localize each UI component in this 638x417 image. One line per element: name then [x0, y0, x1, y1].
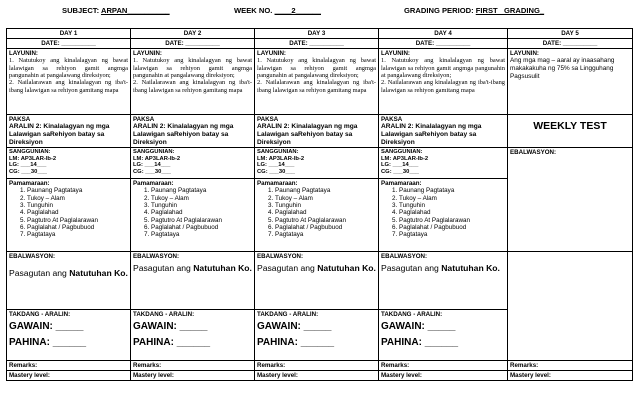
sanggunian-cg: CG: ___30___ [9, 169, 48, 176]
takdang-cell [131, 310, 255, 361]
layunin-cell [255, 49, 379, 115]
weekly-test-title: WEEKLY TEST [533, 120, 607, 133]
takdang-label: TAKDANG - ARALIN: [257, 311, 319, 319]
sanggunian-cell [131, 148, 255, 179]
pamamaraan-cell [131, 179, 255, 252]
remarks-row [7, 361, 633, 371]
paksa-label: PAKSA [381, 116, 403, 124]
subject-label: SUBJECT: [62, 6, 100, 15]
pamamaraan-step: 2. Tukoy – Alam [275, 195, 376, 202]
takdang-cell [7, 310, 131, 361]
pamamaraan-step: 3. Tunguhin [399, 202, 505, 209]
date-cell: DATE: __________ [131, 39, 255, 49]
sanggunian-lg: LG: ___14___ [9, 162, 47, 169]
pamamaraan-list [275, 187, 376, 239]
layunin-label: LAYUNIN: [510, 50, 539, 58]
grading-value: FIRST GRADING_ [475, 6, 545, 15]
sanggunian-label: SANGGUNIAN: [381, 149, 423, 156]
layunin-label: LAYUNIN: [257, 50, 286, 58]
layunin-text-2: 2. Nailalarawan ang kinalalagyan ng iba't-ibang lalawigan sa rehiyon gamitang mapa [133, 79, 252, 94]
ebalwasyon-label: EBALWASYON: [381, 253, 428, 261]
sanggunian-cell [7, 148, 131, 179]
day-header: DAY 4 [379, 29, 508, 39]
pamamaraan-label: Pamamaraan: [133, 180, 174, 188]
paksa-title: ARALIN 2: Kinalalagyan ng mga Lalawigan saRehiyon batay sa Direksiyon [133, 123, 234, 146]
pamamaraan-step: 2. Tukoy – Alam [27, 195, 128, 202]
ebalwasyon-label: EBALWASYON: [257, 253, 304, 261]
layunin-text-2: 2. Nailalarawan ang kinalalagyan ng iba't-ibang lalawigan sa rehiyon gamitang mapa [9, 79, 128, 94]
ebalwasyon-text [9, 268, 128, 278]
pamamaraan-step: 4. Paglalahad [27, 209, 128, 216]
sanggunian-lm: LM: AP3LAR-Ib-2 [9, 155, 57, 162]
sanggunian-label: SANGGUNIAN: [133, 149, 175, 156]
day-header: DAY 1 [7, 29, 131, 39]
ebalwasyon-text [381, 263, 505, 273]
paksa-cell [7, 115, 131, 148]
pamamaraan-step: 6. Paglalahat / Pagbubuod [399, 224, 505, 231]
layunin-label: LAYUNIN: [133, 50, 162, 58]
sanggunian-lm: LM: AP3LAR-Ib-2 [381, 155, 429, 162]
sanggunian-cg: CG: ___30___ [133, 169, 172, 176]
pamamaraan-cell [7, 179, 131, 252]
sanggunian-lg: LG: ___14___ [257, 162, 295, 169]
pamamaraan-step: 6. Paglalahat / Pagbubuod [151, 224, 252, 231]
ebalwasyon-strong: Natutuhan Ko. [193, 263, 252, 274]
mastery-cell: Mastery level: [131, 371, 255, 381]
takdang-label: TAKDANG - ARALIN: [133, 311, 195, 319]
pamamaraan-step: 4. Paglalahad [275, 209, 376, 216]
pamamaraan-step: 3. Tunguhin [151, 202, 252, 209]
ebalwasyon-text [133, 263, 252, 273]
day5-ebalwasyon-cell [508, 148, 633, 252]
paksa-cell [379, 115, 508, 148]
pamamaraan-step: 5. Pagtutro At Paglalarawan [399, 217, 505, 224]
layunin-text-2: 2. Nailalarawan ang kinalalagyan ng iba't-ibang lalawigan sa rehiyon gamitang mapa [381, 79, 505, 94]
ebalwasyon-cell [379, 252, 508, 310]
layunin-label: LAYUNIN: [381, 50, 410, 58]
paksa-title: ARALIN 2: Kinalalagyan ng mga Lalawigan saRehiyon batay sa Direksiyon [257, 123, 358, 146]
mastery-cell: Mastery level: [255, 371, 379, 381]
pamamaraan-list [27, 187, 128, 239]
pamamaraan-step: 5. Pagtutro At Paglalarawan [275, 217, 376, 224]
paksa-title: ARALIN 2: Kinalalagyan ng mga Lalawigan saRehiyon batay sa Direksiyon [9, 123, 110, 146]
day-header: DAY 2 [131, 29, 255, 39]
pamamaraan-step: 3. Tunguhin [27, 202, 128, 209]
pamamaraan-step: 3. Tunguhin [275, 202, 376, 209]
pamamaraan-step: 5. Pagtutro At Paglalarawan [27, 217, 128, 224]
mastery-cell: Mastery level: [7, 371, 131, 381]
pamamaraan-step: 1. Paunang Pagtataya [27, 187, 128, 194]
sanggunian-cell [255, 148, 379, 179]
pamamaraan-step: 2. Tukoy – Alam [151, 195, 252, 202]
takdang-label: TAKDANG - ARALIN: [9, 311, 71, 319]
date-cell: DATE: __________ [379, 39, 508, 49]
takdang-cell [379, 310, 508, 361]
pamamaraan-step: 1. Paunang Pagtataya [275, 187, 376, 194]
date-cell: DATE: __________ [255, 39, 379, 49]
pamamaraan-step: 5. Pagtutro At Paglalarawan [151, 217, 252, 224]
ebalwasyon-strong: Natutuhan Ko. [317, 263, 376, 274]
document-header [0, 6, 638, 20]
remarks-cell: Remarks: [379, 361, 508, 371]
grading-field [404, 6, 544, 15]
day-header: DAY 3 [255, 29, 379, 39]
pamamaraan-cell [379, 179, 508, 252]
week-field [234, 6, 321, 15]
layunin-day5-text: Ang mga mag – aaral ay inaasahang makakakuha ng 75% sa Lingguhang Pagsusulit [510, 57, 615, 81]
ebalwasyon-row [7, 252, 633, 310]
gawain-line: GAWAIN: _____ [9, 321, 84, 333]
pamamaraan-step: 1. Paunang Pagtataya [151, 187, 252, 194]
takdang-cell [255, 310, 379, 361]
pahina-line: PAHINA: ______ [381, 336, 459, 348]
layunin-text-1: 1. Natutukoy ang kinalalagyan ng bawat lalawigan sa rehiyon gamit angmga pangunahin at pangalawang direksiyon; [257, 57, 376, 80]
takdang-label: TAKDANG - ARALIN: [381, 311, 443, 319]
ebalwasyon-prefix: Pasagutan ang [9, 268, 67, 279]
pamamaraan-step: 7. Pagtataya [399, 231, 505, 238]
pamamaraan-step: 1. Paunang Pagtataya [399, 187, 505, 194]
layunin-row [7, 49, 633, 115]
paksa-cell [131, 115, 255, 148]
day-header: DAY 5 [508, 29, 633, 39]
pamamaraan-list [151, 187, 252, 239]
pamamaraan-label: Pamamaraan: [9, 180, 50, 188]
gawain-line: GAWAIN: _____ [133, 321, 208, 333]
date-row [7, 39, 633, 49]
layunin-cell-day5 [508, 49, 633, 115]
sanggunian-cg: CG: ___30___ [257, 169, 296, 176]
pahina-line: PAHINA: ______ [133, 336, 211, 348]
ebalwasyon-label: EBALWASYON: [9, 253, 56, 261]
pamamaraan-list [399, 187, 505, 239]
layunin-text-1: 1. Natutukoy ang kinalalagyan ng bawat lalawigan sa rehiyon gamit angmga pangunahin at pangalawang direksiyon; [9, 57, 128, 80]
sanggunian-lm: LM: AP3LAR-Ib-2 [257, 155, 305, 162]
ebalwasyon-text [257, 263, 376, 273]
pamamaraan-step: 2. Tukoy – Alam [399, 195, 505, 202]
layunin-text-2: 2. Nailalarawan ang kinalalagyan ng iba't-ibang lalawigan sa rehiyon gamitang mapa [257, 79, 376, 94]
layunin-cell [7, 49, 131, 115]
week-label: WEEK NO. [234, 6, 273, 15]
remarks-cell: Remarks: [7, 361, 131, 371]
ebalwasyon-strong: Natutuhan Ko. [69, 268, 128, 279]
weekly-test-cell [508, 115, 633, 148]
ebalwasyon-prefix: Pasagutan ang [257, 263, 315, 274]
pamamaraan-step: 4. Paglalahad [399, 209, 505, 216]
ebalwasyon-label: EBALWASYON: [510, 149, 557, 157]
sanggunian-lg: LG: ___14___ [381, 162, 419, 169]
mastery-row [7, 371, 633, 381]
paksa-label: PAKSA [257, 116, 279, 124]
pamamaraan-step: 7. Pagtataya [275, 231, 376, 238]
pahina-line: PAHINA: ______ [9, 336, 87, 348]
subject-value: ARPAN__________ [100, 6, 170, 15]
gawain-line: GAWAIN: _____ [257, 321, 332, 333]
sanggunian-cell [379, 148, 508, 179]
grading-label: GRADING PERIOD: [404, 6, 474, 15]
remarks-cell: Remarks: [131, 361, 255, 371]
sanggunian-label: SANGGUNIAN: [9, 149, 51, 156]
pamamaraan-label: Pamamaraan: [381, 180, 422, 188]
week-value: ____2______ [274, 6, 321, 15]
pamamaraan-step: 6. Paglalahat / Pagbubuod [27, 224, 128, 231]
layunin-cell [379, 49, 508, 115]
paksa-cell [255, 115, 379, 148]
ebalwasyon-cell [7, 252, 131, 310]
pamamaraan-step: 7. Pagtataya [151, 231, 252, 238]
sanggunian-label: SANGGUNIAN: [257, 149, 299, 156]
sanggunian-lm: LM: AP3LAR-Ib-2 [133, 155, 181, 162]
mastery-cell: Mastery level: [379, 371, 508, 381]
pamamaraan-cell [255, 179, 379, 252]
date-cell: DATE: __________ [7, 39, 131, 49]
remarks-cell: Remarks: [255, 361, 379, 371]
pamamaraan-step: 4. Paglalahad [151, 209, 252, 216]
ebalwasyon-cell [255, 252, 379, 310]
sanggunian-lg: LG: ___14___ [133, 162, 171, 169]
sanggunian-cg: CG: ___30___ [381, 169, 420, 176]
ebalwasyon-label: EBALWASYON: [133, 253, 180, 261]
layunin-text-1: 1. Natutukoy ang kinalalagyan ng bawat lalawigan sa rehiyon gamit angmga pangunahin at pangalawang direksiyon; [133, 57, 252, 80]
pahina-line: PAHINA: ______ [257, 336, 335, 348]
paksa-label: PAKSA [133, 116, 155, 124]
date-cell: DATE: __________ [508, 39, 633, 49]
subject-field [62, 6, 170, 15]
mastery-cell: Mastery level: [508, 371, 633, 381]
paksa-title: ARALIN 2: Kinalalagyan ng mga Lalawigan saRehiyon batay sa Direksiyon [381, 123, 482, 146]
paksa-row [7, 115, 633, 148]
layunin-cell [131, 49, 255, 115]
ebalwasyon-prefix: Pasagutan ang [381, 263, 439, 274]
day5-empty-cell [508, 252, 633, 361]
ebalwasyon-prefix: Pasagutan ang [133, 263, 191, 274]
pamamaraan-label: Pamamaraan: [257, 180, 298, 188]
pamamaraan-step: 6. Paglalahat / Pagbubuod [275, 224, 376, 231]
layunin-label: LAYUNIN: [9, 50, 38, 58]
paksa-label: PAKSA [9, 116, 31, 124]
lesson-plan-table [6, 28, 633, 381]
gawain-line: GAWAIN: _____ [381, 321, 456, 333]
pamamaraan-step: 7. Pagtataya [27, 231, 128, 238]
ebalwasyon-cell [131, 252, 255, 310]
layunin-text-1: 1. Natutukoy ang kinalalagyan ng bawat lalawigan sa rehiyon gamit angmga pangunahin at pangalawang direksiyon; [381, 57, 505, 80]
remarks-cell: Remarks: [508, 361, 633, 371]
ebalwasyon-strong: Natutuhan Ko. [441, 263, 500, 274]
sanggunian-row [7, 148, 633, 179]
day-header-row [7, 29, 633, 39]
